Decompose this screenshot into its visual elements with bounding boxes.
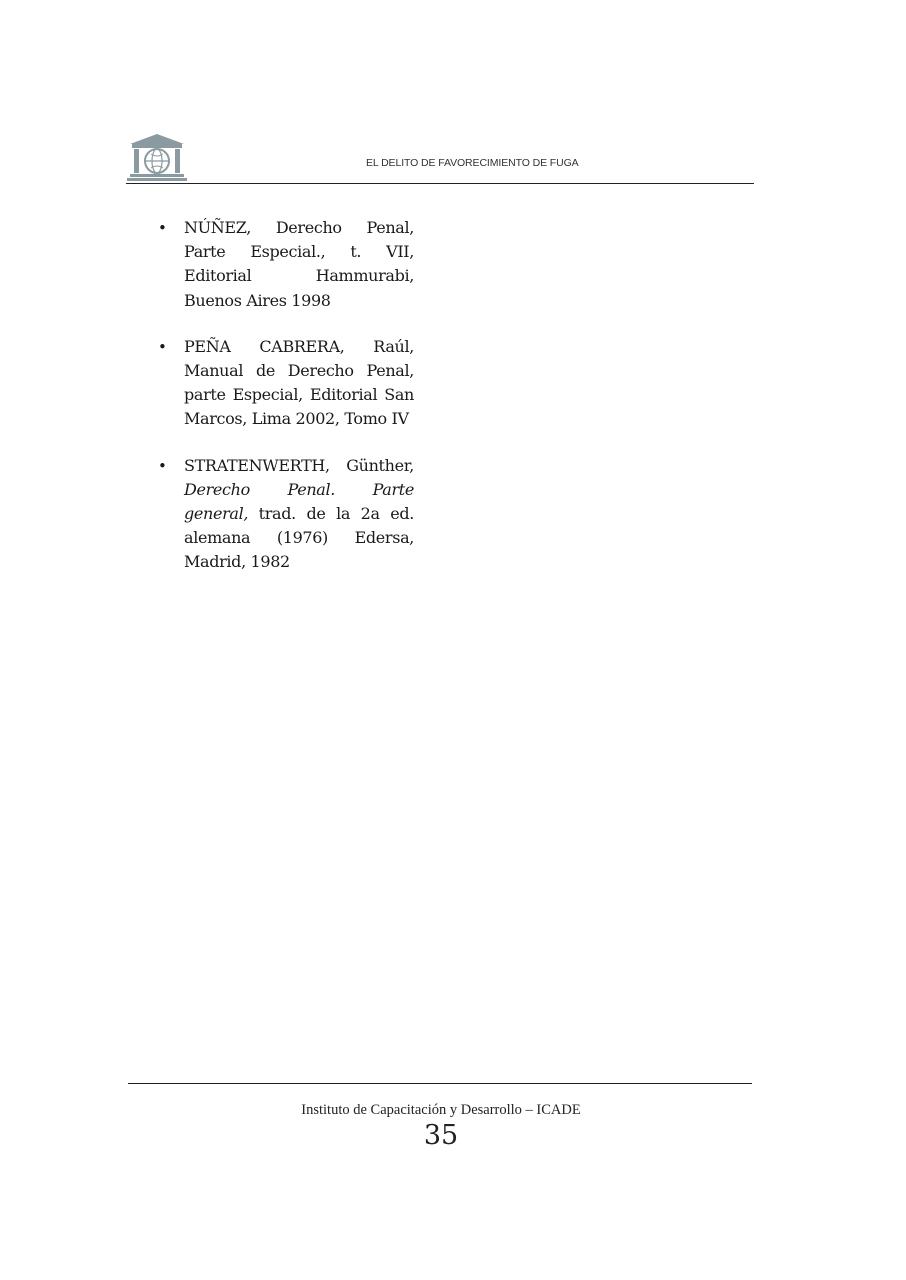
page-number: 35 bbox=[423, 1120, 459, 1151]
header-divider bbox=[126, 183, 754, 184]
running-header-title: EL DELITO DE FAVORECIMIENTO DE FUGA bbox=[366, 157, 579, 169]
footer-divider bbox=[128, 1083, 752, 1084]
bibliography-item bbox=[158, 454, 414, 575]
reference-text: NÚÑEZ, Derecho Penal, Parte Especial., t. VII, Editorial Hammurabi, Buenos Aires 1998 bbox=[184, 218, 414, 310]
footer-institution: Instituto de Capacitación y Desarrollo – ICADE bbox=[301, 1102, 581, 1118]
reference-text: PEÑA CABRERA, Raúl, Manual de Derecho Penal, parte Especial, Editorial San Marcos, Lima 2002, Tomo IV bbox=[184, 336, 414, 429]
bibliography-item bbox=[158, 335, 414, 432]
bibliography-list bbox=[158, 216, 414, 597]
bibliography-item bbox=[158, 216, 414, 313]
institute-logo-icon bbox=[126, 132, 188, 184]
page-header bbox=[126, 128, 754, 185]
reference-author: STRATENWERTH, Günther, bbox=[184, 455, 414, 475]
reference-details: trad. de la 2a ed. alemana (1976) Edersa, Madrid, 1982 bbox=[184, 504, 414, 572]
bullet-marker: • bbox=[158, 337, 167, 356]
bullet-marker: • bbox=[158, 219, 167, 237]
bullet-marker: • bbox=[158, 456, 167, 475]
reference-book-title: Derecho Penal. Parte general, bbox=[184, 479, 414, 524]
